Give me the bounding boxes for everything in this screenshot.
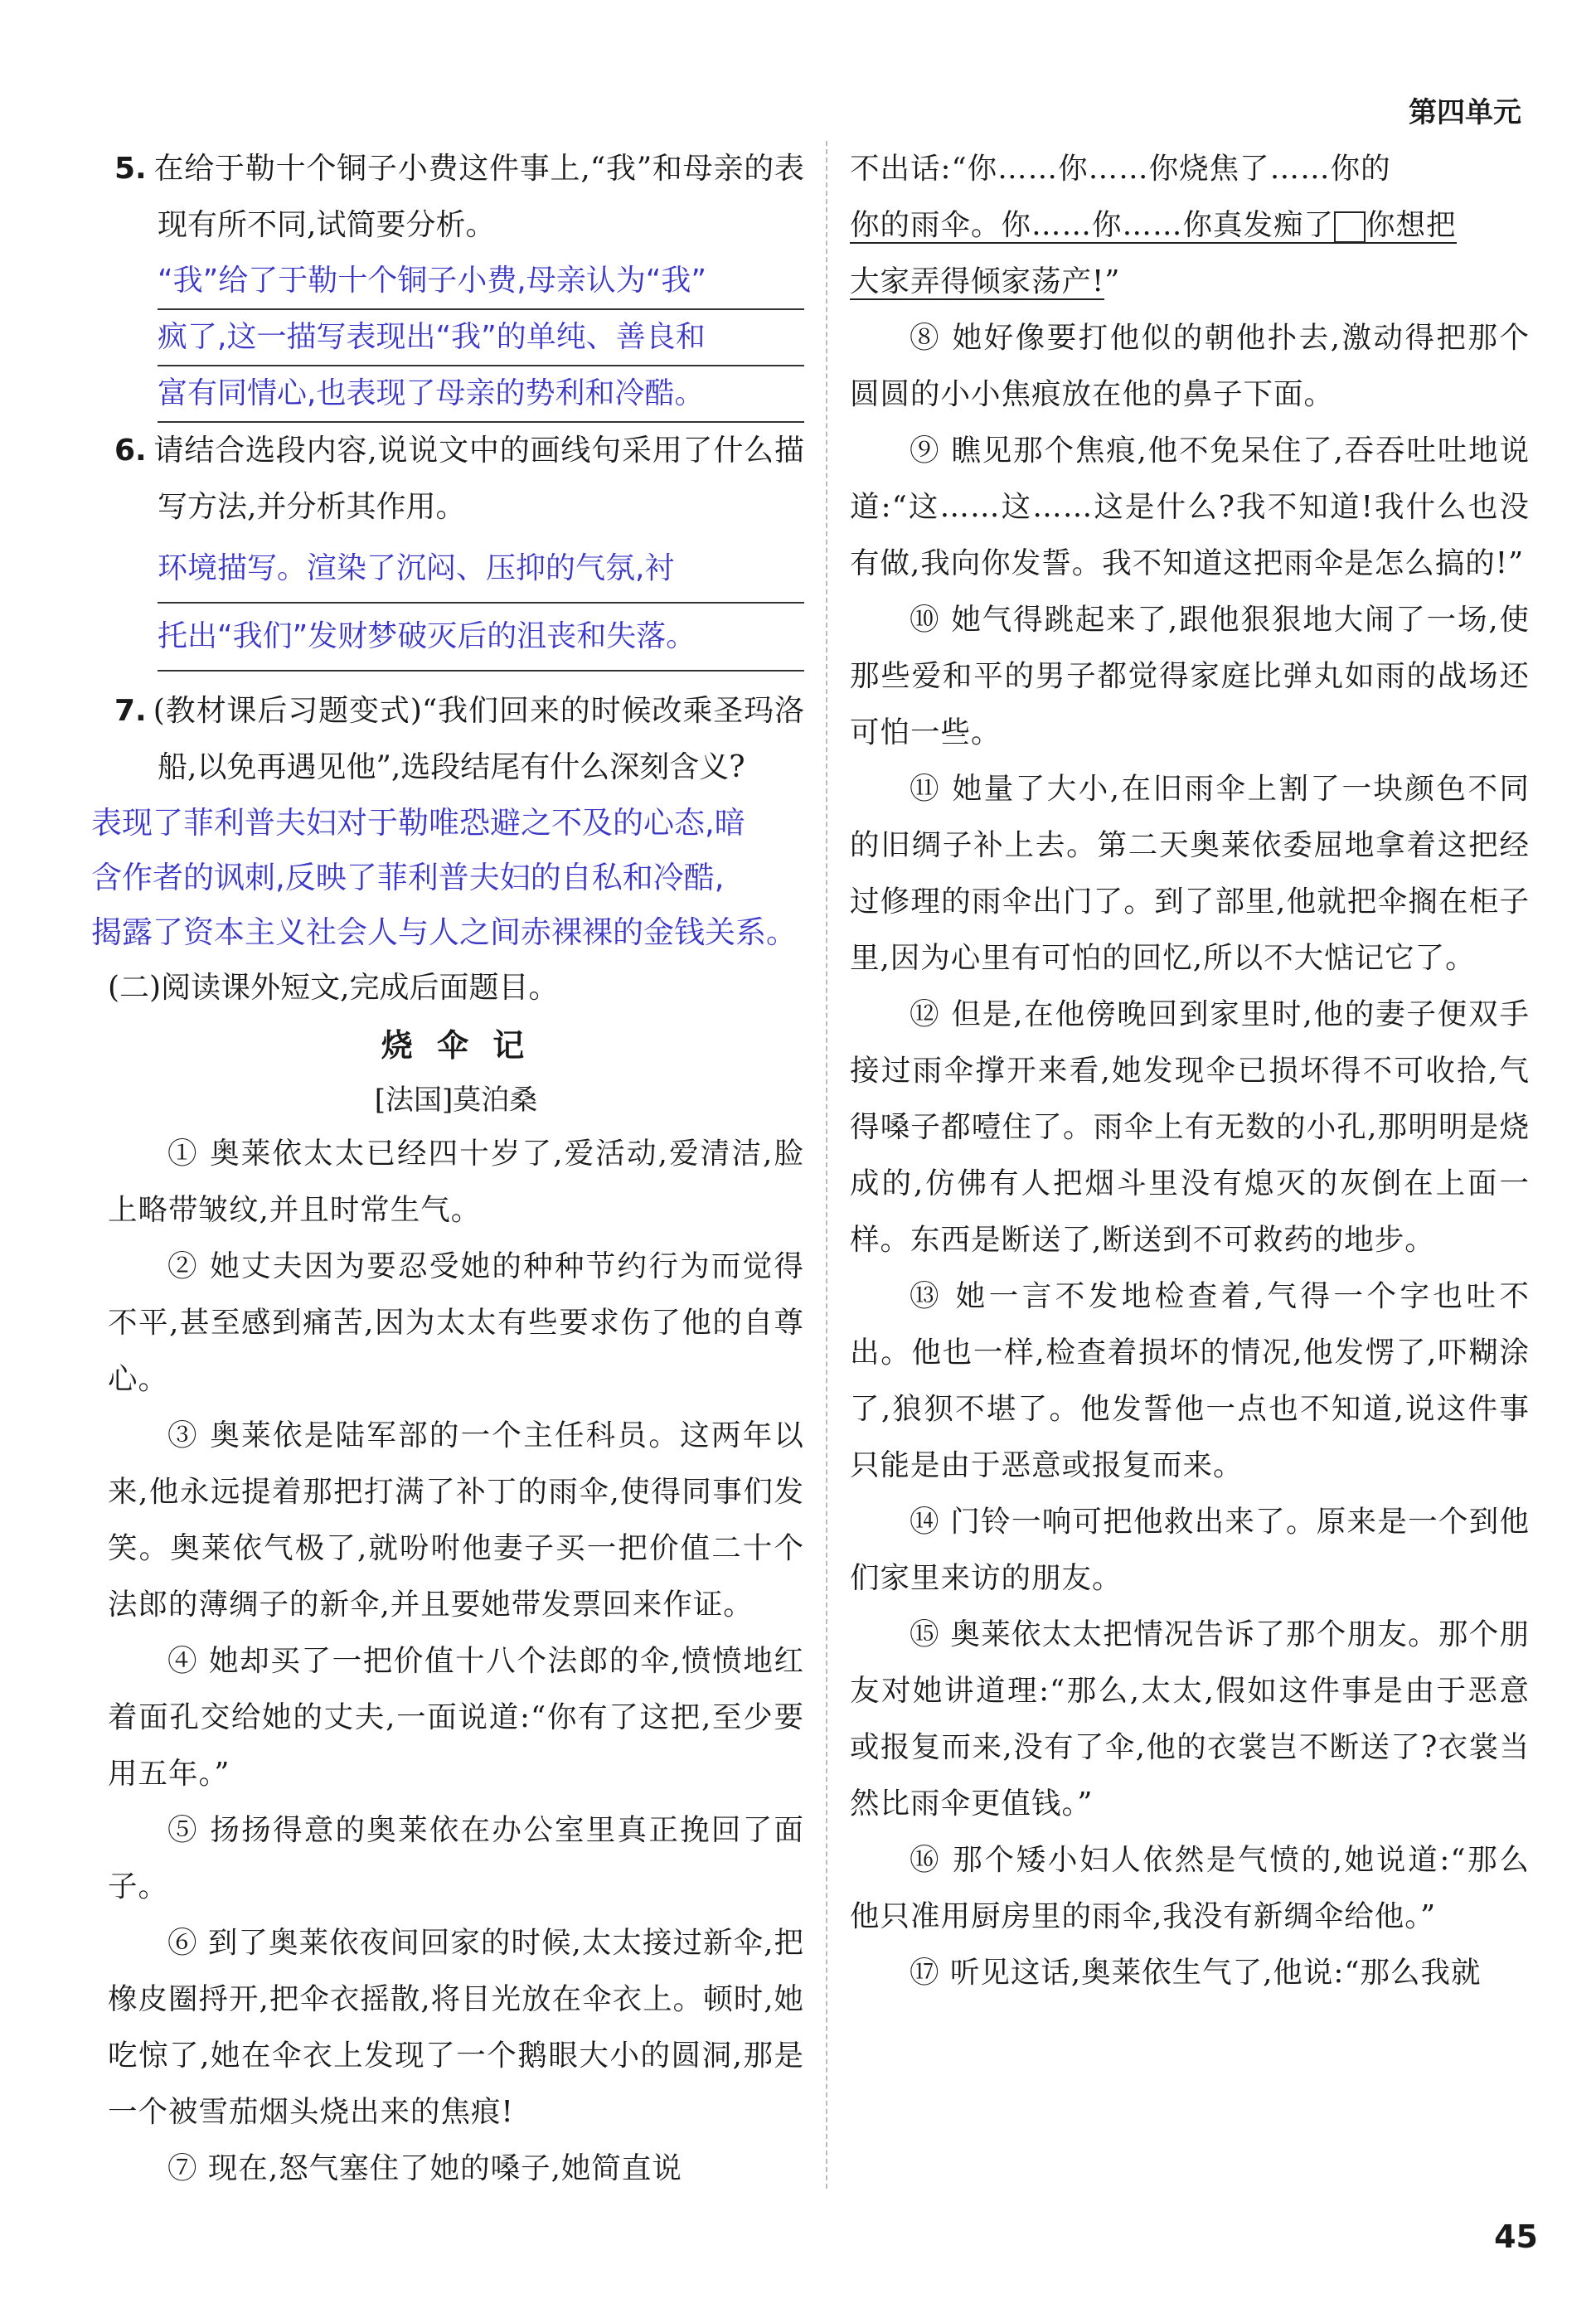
paragraph: ⑮ 奥莱依太太把情况告诉了那个朋友。那个朋友对她讲道理:“那么,太太,假如这件事是由于恶意或报复而来,没有了伞,他的衣裳岂不断送了?衣裳当然比雨伞更值钱。” — [850, 1617, 1530, 1821]
paragraph: ⑧ 她好像要打他似的朝他扑去,激动得把那个圆圆的小小焦痕放在他的鼻子下面。 — [850, 321, 1530, 411]
paragraph: ⑯ 那个矮小妇人依然是气愤的,她说道:“那么他只准用厨房里的雨伞,我没有新绸伞给他。” — [850, 1843, 1530, 1933]
answer-7 — [91, 796, 854, 960]
paragraph: ⑤ 扬扬得意的奥莱依在办公室里真正挽回了面子。 — [108, 1813, 804, 1903]
page-number: 45 — [1494, 2218, 1538, 2255]
section-heading: (二)阅读课外短文,完成后面题目。 — [108, 971, 559, 1005]
paragraph: ⑪ 她量了大小,在旧雨伞上割了一块颜色不同的旧绸子补上去。第二天奥莱依委屈地拿着这把经过修理的雨伞出门了。到了部里,他就把伞搁在柜子里,因为心里有可怕的回忆,所以不大惦记它了。 — [850, 772, 1530, 975]
answer-line: “我”给了于勒十个铜子小费,母亲认为“我” — [158, 254, 804, 310]
paragraph: ⑬ 她一言不发地检查着,气得一个字也吐不出。他也一样,检查着损坏的情况,他发愣了,吓糊涂了,狼狈不堪了。他发誓他一点也不知道,说这件事只能是由于恶意或报复而来。 — [850, 1279, 1530, 1482]
answer-line: 富有同情心,也表现了母亲的势利和冷酷。 — [158, 366, 804, 423]
question-6 — [108, 423, 804, 672]
paragraph: ⑨ 瞧见那个焦痕,他不免呆住了,吞吞吐吐地说道:“这……这……这是什么?我不知道!我什么也没有做,我向你发誓。我不知道这把雨伞是怎么搞的!” — [850, 434, 1530, 580]
question-5 — [108, 141, 804, 423]
answer-6 — [108, 536, 804, 672]
question-number: 6. — [114, 434, 147, 468]
answer-line: 托出“我们”发财梦破灭后的沮丧和失落。 — [158, 604, 804, 672]
paragraph: ① 奥莱依太太已经四十岁了,爱活动,爱清洁,脸上略带皱纹,并且时常生气。 — [108, 1137, 804, 1227]
underlined-sentence: 大家弄得倾家荡产! — [850, 264, 1105, 298]
question-text: 在给于勒十个铜子小费这件事上,“我”和母亲的表现有所不同,试简要分析。 — [153, 152, 804, 242]
answer-line: 揭露了资本主义社会人与人之间赤裸裸的金钱关系。 — [91, 914, 797, 950]
question-text: 请结合选段内容,说说文中的画线句采用了什么描写方法,并分析其作用。 — [153, 434, 804, 524]
question-number: 7. — [114, 694, 147, 728]
answer-line: 含作者的讽刺,反映了菲利普夫妇的自私和冷酷, — [91, 860, 725, 895]
paragraph: ④ 她却买了一把价值十八个法郎的伞,愤愤地红着面孔交给她的丈夫,一面说道:“你有了这把,至少要用五年。” — [108, 1644, 804, 1791]
underlined-sentence: 你的雨伞。你……你……你真发痴了 你想把 — [850, 208, 1457, 242]
blank-box — [1334, 211, 1366, 243]
answer-line: 疯了,这一描写表现出“我”的单纯、善良和 — [158, 310, 804, 366]
answer-5 — [108, 254, 804, 423]
left-column — [91, 141, 804, 2197]
story-title: 烧 伞 记 — [381, 1027, 531, 1064]
paragraph: ⑫ 但是,在他傍晚回到家里时,他的妻子便双手接过雨伞撑开来看,她发现伞已损坏得不可收拾,气得嗓子都噎住了。雨伞上有无数的小孔,那明明是烧成的,仿佛有人把烟斗里没有熄灭的灰倒在上面一样。东西是断送了,断送到不可救药的地步。 — [850, 997, 1530, 1257]
paragraph: ② 她丈夫因为要忍受她的种种节约行为而觉得不平,甚至感到痛苦,因为太太有些要求伤了他的自尊心。 — [108, 1249, 804, 1396]
paragraph: ⑦ 现在,怒气塞住了她的嗓子,她简直说 — [167, 2151, 682, 2185]
right-column — [850, 141, 1530, 2001]
paragraph: ⑥ 到了奥莱依夜间回家的时候,太太接过新伞,把橡皮圈捋开,把伞衣摇散,将目光放在伞衣上。顿时,她吃惊了,她在伞衣上发现了一个鹅眼大小的圆洞,那是一个被雪茄烟头烧出来的焦痕! — [108, 1926, 804, 2129]
unit-header: 第四单元 — [1409, 96, 1521, 129]
answer-line: 环境描写。渲染了沉闷、压抑的气氛,衬 — [158, 536, 804, 604]
paragraph: ⑰ 听见这话,奥莱依生气了,他说:“那么我就 — [910, 1956, 1482, 1990]
question-number: 5. — [114, 152, 147, 186]
question-text: (教材课后习题变式)“我们回来的时候改乘圣玛洛船,以免再遇见他”,选段结尾有什么深刻含义? — [153, 694, 804, 784]
column-divider — [826, 141, 827, 2189]
answer-line: 表现了菲利普夫妇对于勒唯恐避之不及的心态,暗 — [91, 805, 745, 841]
question-7 — [91, 683, 804, 960]
paragraph: ⑭ 门铃一响可把他救出来了。原来是一个到他们家里来访的朋友。 — [850, 1505, 1530, 1595]
story-author: [法国]莫泊桑 — [374, 1084, 538, 1117]
paragraph: ⑩ 她气得跳起来了,跟他狠狠地大闹了一场,使那些爱和平的男子都觉得家庭比弹丸如雨的战场还可怕一些。 — [850, 603, 1530, 749]
paragraph: ③ 奥莱依是陆军部的一个主任科员。这两年以来,他永远提着那把打满了补丁的雨伞,使得同事们发笑。奥莱依气极了,就吩咐他妻子买一把价值二十个法郎的薄绸子的新伞,并且要她带发票回来作证。 — [108, 1418, 804, 1622]
paragraph-7-continued: 不出话:“你……你……你烧焦了……你的 你的雨伞。你……你……你真发痴了 你想把 大家弄得倾家荡产!” — [850, 152, 1457, 298]
